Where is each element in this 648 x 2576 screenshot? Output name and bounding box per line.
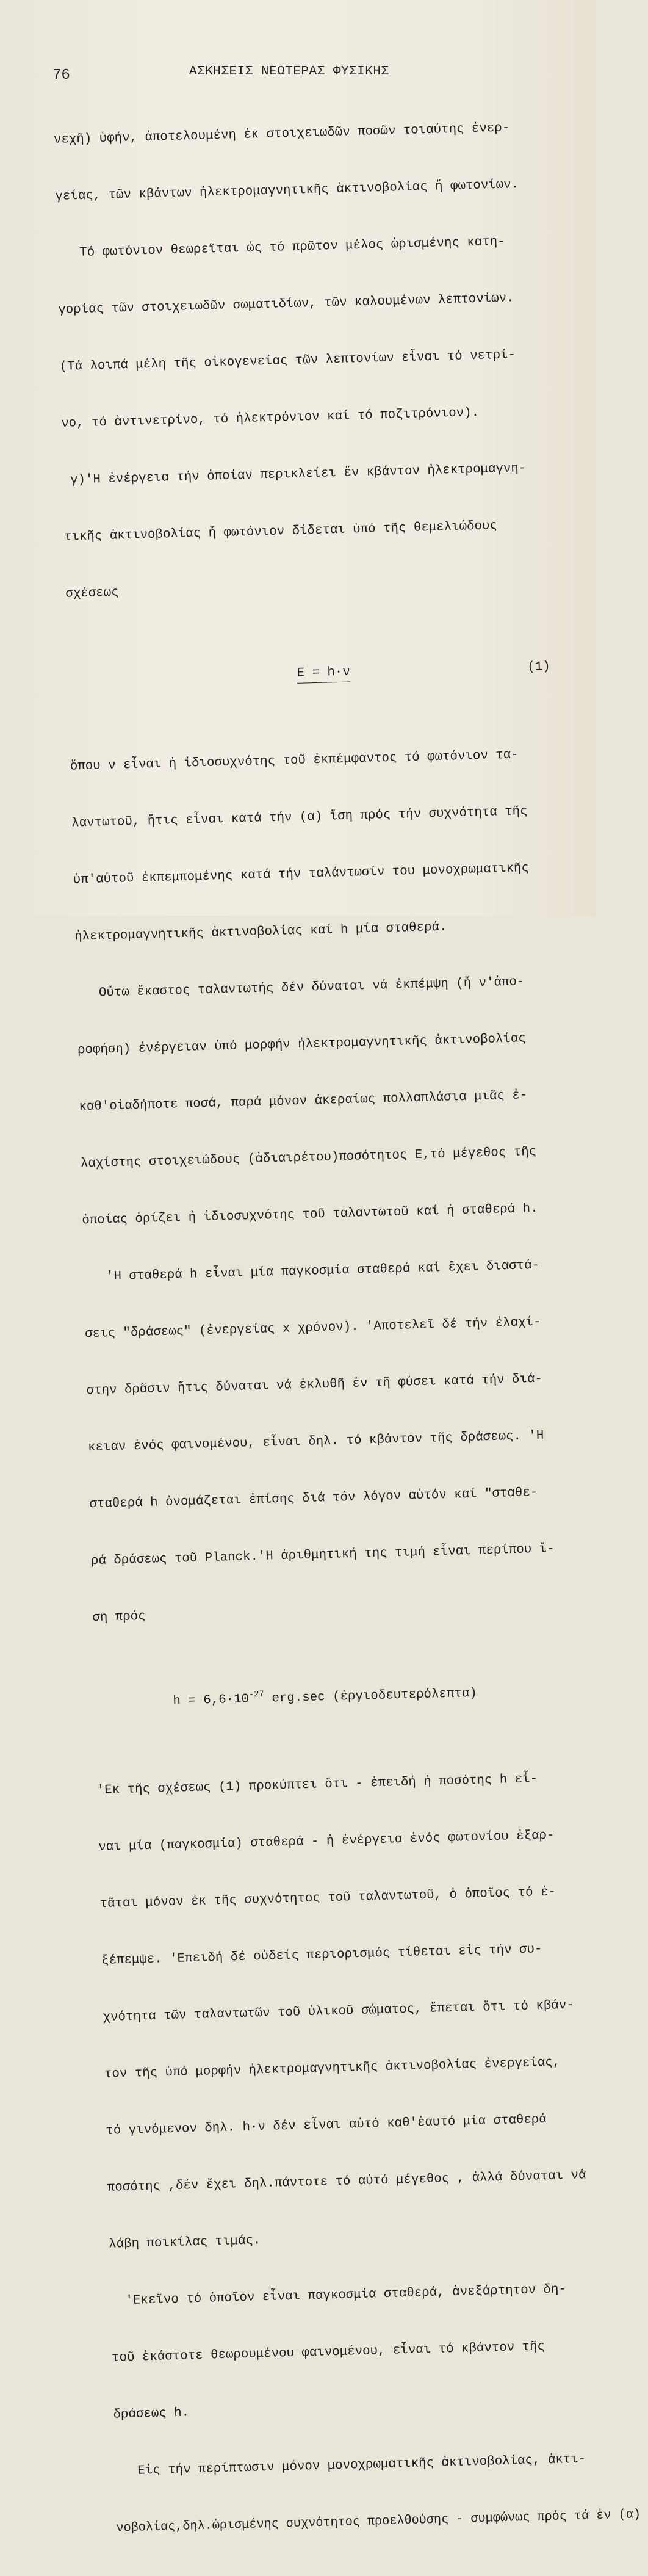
text-line: χνότητα τῶν ταλαντωτῶν τοῦ ὑλικοῦ σώματος, ἕπεται ὅτι τό κβάν- [103,1998,574,2025]
planck-value: h = 6,6·10 [173,1692,250,1709]
body-text [52,79,648,2575]
text-line: δράσεως h. [113,2406,190,2422]
text-line: τον τῆς ὑπό μορφήν ἠλεκτρομαγνητικῆς ἀκτινοβολίας ἐνεργείας, [104,2055,561,2082]
text-line: 'Η σταθερά h εἶναι μία παγκοσμία σταθερά καί ἔχει διαστά- [83,1258,540,1285]
equation-1 [67,646,592,700]
text-line: κειαν ἑνός φαινομένου, εἶναι δηλ. τό κβάντον τῆς δράσεως. 'Η [87,1428,544,1455]
text-line: λαντωτοῦ, ἥτις εἶναι κατά τήν (α) ἴση πρός τήν συχνότητα τῆς [71,805,528,831]
text-line: σχέσεως [65,585,119,601]
text-line: ἠλεκτρομαγνητικῆς ἀκτινοβολίας καί h μία σταθερά. [74,920,447,944]
text-line: τᾶται μόνον ἐκ τῆς συχνότητος τοῦ ταλαντωτοῦ, ὁ ὁποῖος τό ἐ- [99,1885,556,1911]
text-line: τικῆς ἀκτινοβολίας ἤ φωτόνιον δίδεται ὑπό τῆς θεμελιώδους [63,519,498,545]
text-line: καθ'οἱαδήποτε ποσά, παρά μόνον ἀκεραίως πολλαπλάσια μιᾶς ἐ- [79,1088,528,1115]
equation-1-number: (1) [527,659,551,675]
planck-unit-name: (ἐργιοδευτερόλεπτα) [332,1686,478,1704]
text-line: λάβη ποικίλας τιμάς. [109,2234,261,2252]
text-line: σεις "δράσεως" (ἐνεργείας x χρόνον). 'Αποτελεῖ δέ τήν ἐλαχί- [84,1315,541,1342]
text-line: (Τά λοιπά μέλη τῆς οἰκογενείας τῶν λεπτονίων εἶναι τό νετρί- [59,348,516,374]
text-line: 'Εκεῖνο τό ὁποῖον εἶναι παγκοσμία σταθερά, ἀνεξάρτητον δη- [110,2282,567,2309]
text-line: σταθερά h ὀνομάζεται ἐπίσης διά τόν λόγον αὐτόν καί "σταθε- [89,1485,538,1512]
text-line: στην δρᾶσιν ἥτις δύναται νά ἐκλυθῆ ἐν τῆ φύσει κατά τήν διά- [86,1372,543,1398]
text-line: ρά δράσεως τοῦ Planck.'Η ἀριθμητική της τιμή εἶναι περίπου ἴ- [90,1542,555,1569]
text-line: ὅπου ν εἶναι ἡ ἰδιοσυχνότης τοῦ ἐκπέμφαντος τό φωτόνιον τα- [70,748,519,774]
text-line: ναι μία (παγκοσμία) σταθερά - ἡ ἐνέργεια ἑνός φωτονίου ἐξαρ- [98,1828,555,1855]
text-line: λαχίστης στοιχειώδους (ἀδιαιρέτου)ποσότητος Ε,τό μέγεθος τῆς [80,1145,537,1171]
equation-1-formula: E = h·ν [297,663,350,684]
text-line: ὑπ'αὐτοῦ ἐκπεμπομένης κατά τήν ταλάντωσίν του μονοχρωματικῆς [73,861,530,888]
text-line: ση πρός [92,1609,146,1626]
planck-unit: erg.sec [264,1690,333,1706]
text-line: γ)'Η ἐνέργεια τήν ὁποίαν περικλείει ἕν κβάντον ἠλεκτρομαγνη- [62,461,527,488]
text-line: Τό φωτόνιον θεωρεῖται ὡς τό πρῶτον μέλος ὡρισμένης κατη- [56,234,505,261]
text-line: γείας, τῶν κβάντων ἠλεκτρομαγνητικῆς ἀκτινοβολίας ἤ φωτονίων. [55,178,519,204]
text-line: νο, τό ἀντινετρίνο, τό ἠλεκτρόνιον καί τό ποζιτρόνιον). [60,405,480,431]
text-line: ποσότης ,δέν ἔχει δηλ.πάντοτε τό αὐτό μέγεθος , ἀλλά δύναται νά [107,2168,586,2195]
text-line: 'Εκ τῆς σχέσεως (1) προκύπτει ὅτι - ἐπειδή ἡ ποσότης h εἶ- [96,1772,538,1798]
text-line: Οὕτω ἕκαστος ταλαντωτής δέν δύναται νά ἐκπέμψη (ἤ ν'ἀπο- [76,975,525,1001]
text-line: νοβολίας,δηλ.ὡρισμένης συχνότητος προελθούσης - συμφώνως πρός τά ἐν (α) [116,2508,641,2536]
text-line: Εἰς τήν περίπτωσιν μόνον μονοχρωματικῆς ἀκτινοβολίας, ἀκτι- [114,2452,586,2479]
text-line: νεχῆ) ὑφήν, ἀποτελουμένη ἐκ στοιχειωδῶν ποσῶν τοιαύτης ἐνερ- [53,121,510,147]
running-head: ΑΣΚΗΣΕΙΣ ΝΕΩΤΕΡΑΣ ΦΥΣΙΚΗΣ [189,65,389,79]
text-line: τοῦ ἑκάστοτε θεωρουμένου φαινομένου, εἶναι τό κβάντον τῆς [111,2340,545,2365]
page-number: 76 [52,67,70,84]
text-line: τό γινόμενον δηλ. h·ν δέν εἶναι αὐτό καθ'ἑαυτό μία σταθερά [106,2112,547,2138]
text-line: ροφήση) ἐνέργειαν ὑπό μορφήν ἠλεκτρομαγνητικῆς ἀκτινοβολίας [77,1032,527,1058]
text-line: γορίας τῶν στοιχειωδῶν σωματιδίων, τῶν καλουμένων λεπτονίων. [58,291,514,317]
planck-exponent: -27 [248,1689,265,1700]
text-line: ξέπεμψε. 'Επειδή δέ οὐδείς περιορισμός τίθεται εἰς τήν συ- [101,1942,542,1968]
planck-constant-equation [94,1671,619,1724]
text-line: ὁποίας ὁρίζει ἡ ἰδιοσυχνότης τοῦ ταλαντωτοῦ καί ἡ σταθερά h. [82,1201,538,1228]
